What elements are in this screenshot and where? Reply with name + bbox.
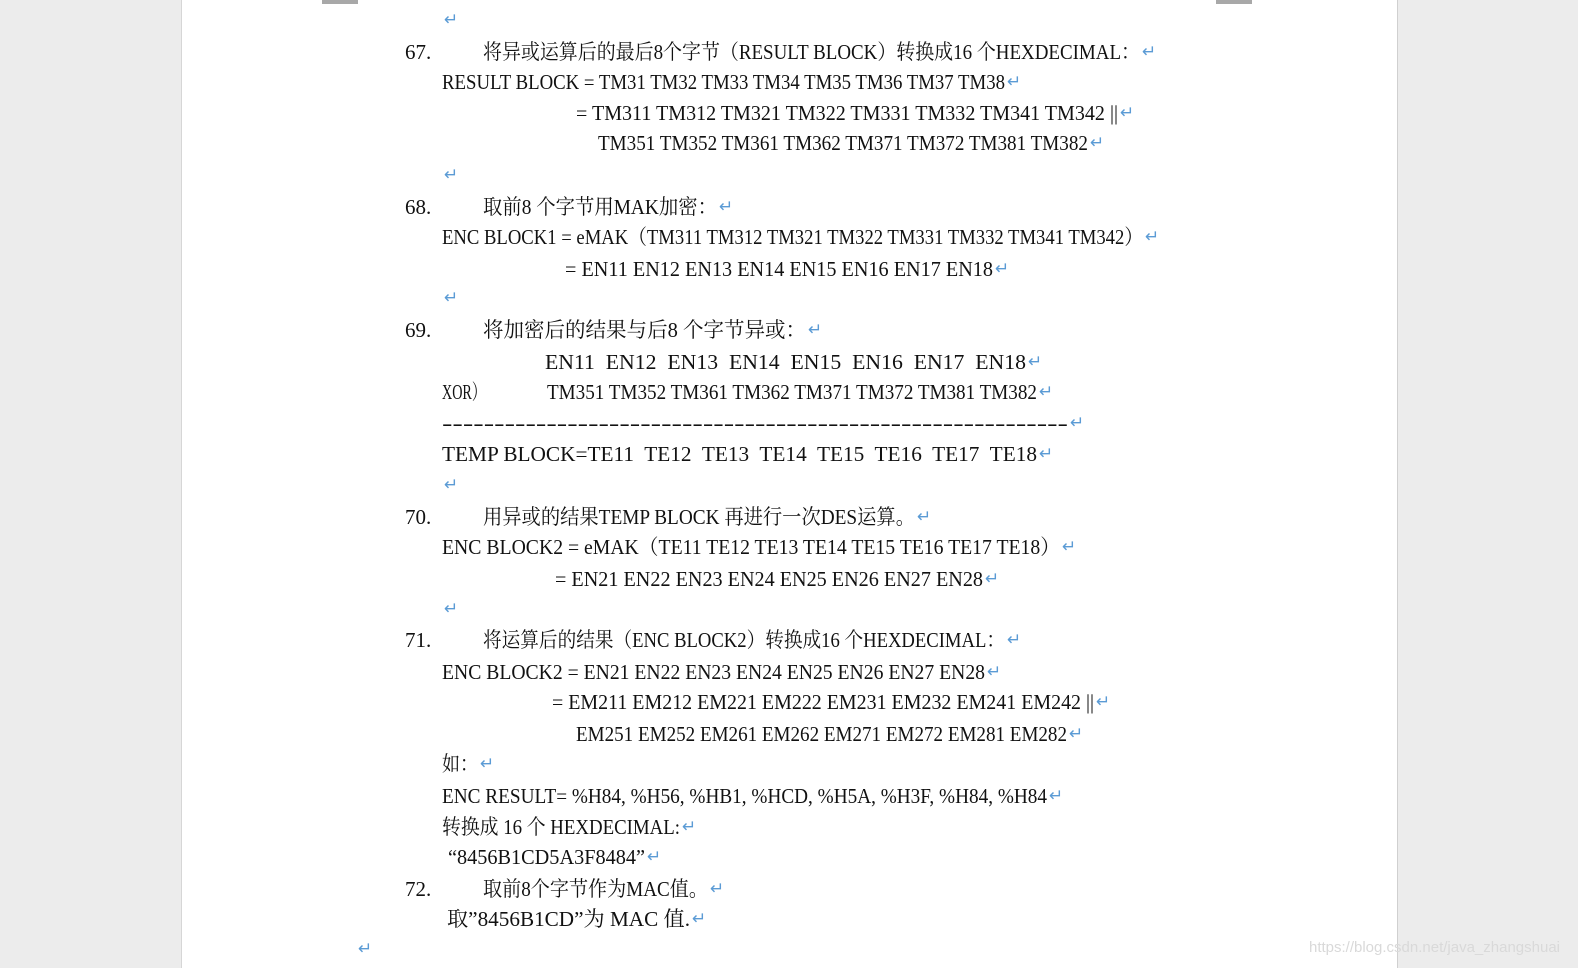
example-label <box>442 751 494 777</box>
return-mark-icon: ↵ <box>1039 382 1054 402</box>
return-mark-icon: ↵ <box>692 909 707 929</box>
list-number: 70. <box>405 505 432 529</box>
line-text-wrapper <box>442 534 1060 560</box>
return-mark-icon: ↵ <box>1007 630 1022 650</box>
return-mark-icon: ↵ <box>710 879 725 899</box>
line-text: ENC BLOCK2 = eMAK（TE11 TE12 TE13 TE14 TE15 TE16 TE17 TE18） <box>442 535 1060 559</box>
line-text: = TM311 TM312 TM321 TM322 TM331 TM332 TM341 TM342 || <box>576 101 1118 125</box>
line-text-wrapper <box>442 659 985 685</box>
return-mark-icon: ↵ <box>1039 444 1054 464</box>
return-mark-icon: ↵ <box>917 507 932 527</box>
hex-convert-line <box>442 814 696 840</box>
enc-block2-line <box>442 534 1076 560</box>
line-text-wrapper <box>442 410 1068 436</box>
return-mark-icon: ↵ <box>1069 724 1084 744</box>
line-text-wrapper <box>442 379 486 405</box>
line-text: 转换成 16 个 HEXDECIMAL: <box>442 815 680 839</box>
return-mark-icon: ↵ <box>1062 537 1077 557</box>
return-mark-icon: ↵ <box>995 259 1010 279</box>
result-block-line <box>576 100 1134 126</box>
enc-block2-line <box>552 689 1110 715</box>
line-text-wrapper <box>442 751 478 777</box>
line-text-wrapper <box>555 566 983 592</box>
line-text-wrapper <box>552 689 1094 715</box>
empty-paragraph <box>442 472 458 498</box>
line-text: 取前8 个字节用MAK加密： <box>483 195 717 219</box>
return-mark-icon: ↵ <box>808 320 823 340</box>
temp-block-line <box>442 441 1053 467</box>
line-text: EM251 EM252 EM261 EM262 EM271 EM272 EM281 EM282 <box>576 722 1067 746</box>
empty-paragraph <box>442 7 458 33</box>
line-text: ENC BLOCK1 = eMAK（TM311 TM312 TM321 TM322 TM331 TM332 TM341 TM342） <box>442 225 1143 249</box>
xor-operand-line <box>547 379 1053 405</box>
line-text-wrapper <box>598 130 1088 156</box>
return-mark-icon: ↵ <box>1070 413 1085 433</box>
step-67-heading <box>483 39 1156 65</box>
enc-block2-line <box>576 721 1083 747</box>
line-text: TEMP BLOCK=TE11 TE12 TE13 TE14 TE15 TE16 TE17 TE18 <box>442 442 1037 466</box>
return-mark-icon: ↵ <box>647 847 662 867</box>
mac-value-line <box>447 906 706 932</box>
return-mark-icon: ↵ <box>1096 692 1111 712</box>
enc-result-line <box>442 783 1063 809</box>
enc-block1-line <box>565 256 1009 282</box>
empty-paragraph <box>356 936 372 962</box>
line-text-wrapper <box>442 783 1047 809</box>
enc-block2-line <box>555 566 999 592</box>
line-text: 取前8个字节作为MAC值。 <box>483 877 708 901</box>
result-block-line <box>598 130 1104 156</box>
line-text: 如： <box>442 752 478 776</box>
return-mark-icon: ↵ <box>985 569 1000 589</box>
line-text: = EN11 EN12 EN13 EN14 EN15 EN16 EN17 EN18 <box>565 257 993 281</box>
list-number: 71. <box>405 628 432 652</box>
line-text-wrapper <box>483 504 915 530</box>
empty-paragraph <box>442 285 458 311</box>
return-mark-icon: ↵ <box>987 662 1002 682</box>
return-mark-icon: ↵ <box>358 939 373 959</box>
line-text: ENC BLOCK2 = EN21 EN22 EN23 EN24 EN25 EN26 EN27 EN28 <box>442 660 985 684</box>
return-mark-icon: ↵ <box>444 288 459 308</box>
step-69-heading <box>483 317 822 343</box>
list-number: 67. <box>405 40 432 64</box>
line-text-wrapper <box>448 844 645 870</box>
line-text: 用异或的结果TEMP BLOCK 再进行一次DES运算。 <box>483 505 915 529</box>
line-text: 将运算后的结果（ENC BLOCK2）转换成16 个HEXDECIMAL： <box>483 628 1005 652</box>
line-text-wrapper <box>565 256 993 282</box>
list-number: 69. <box>405 318 432 342</box>
line-text-wrapper <box>576 721 1067 747</box>
return-mark-icon: ↵ <box>1090 133 1105 153</box>
list-number: 72. <box>405 877 432 901</box>
line-text-wrapper <box>447 906 690 932</box>
line-text: TM351 TM352 TM361 TM362 TM371 TM372 TM381 TM382 <box>598 131 1088 155</box>
line-text-wrapper <box>442 69 1005 95</box>
line-text: 将加密后的结果与后8 个字节异或： <box>483 318 806 342</box>
line-text-wrapper <box>442 224 1143 250</box>
line-text: RESULT BLOCK = TM31 TM32 TM33 TM34 TM35 TM36 TM37 TM38 <box>442 70 1005 94</box>
line-text-wrapper <box>483 194 717 220</box>
return-mark-icon: ↵ <box>719 197 734 217</box>
xor-operand-line <box>545 349 1042 375</box>
hex-string-line <box>448 844 661 870</box>
xor-label <box>442 379 486 405</box>
line-text: XOR） <box>442 380 486 404</box>
line-text-wrapper <box>483 876 708 902</box>
line-text: ------------------------------------------------------------ <box>442 411 1068 435</box>
return-mark-icon: ↵ <box>1049 786 1064 806</box>
enc-block1-line <box>442 224 1159 250</box>
return-mark-icon: ↵ <box>444 165 459 185</box>
return-mark-icon: ↵ <box>1145 227 1160 247</box>
line-text-wrapper <box>545 349 1026 375</box>
line-text-wrapper <box>483 627 1005 653</box>
step-71-heading <box>483 627 1021 653</box>
line-text: = EN21 EN22 EN23 EN24 EN25 EN26 EN27 EN28 <box>555 567 983 591</box>
line-text: “8456B1CD5A3F8484” <box>448 845 645 869</box>
line-text-wrapper <box>576 100 1118 126</box>
line-text-wrapper <box>442 814 680 840</box>
return-mark-icon: ↵ <box>444 475 459 495</box>
line-text-wrapper <box>483 39 1140 65</box>
return-mark-icon: ↵ <box>1142 42 1157 62</box>
page-corner-mark-right <box>1216 0 1252 4</box>
line-text-wrapper <box>442 441 1037 467</box>
step-68-heading <box>483 194 733 220</box>
watermark: https://blog.csdn.net/java_zhangshuai <box>1308 939 1560 956</box>
step-70-heading <box>483 504 931 530</box>
line-text: EN11 EN12 EN13 EN14 EN15 EN16 EN17 EN18 <box>545 350 1026 374</box>
line-text: TM351 TM352 TM361 TM362 TM371 TM372 TM381 TM382 <box>547 380 1037 404</box>
line-text: 取”8456B1CD”为 MAC 值. <box>447 907 690 931</box>
page-corner-mark-left <box>322 0 358 4</box>
return-mark-icon: ↵ <box>444 599 459 619</box>
step-72-heading <box>483 876 724 902</box>
enc-block2-line <box>442 659 1001 685</box>
line-text: = EM211 EM212 EM221 EM222 EM231 EM232 EM241 EM242 || <box>552 690 1094 714</box>
return-mark-icon: ↵ <box>1007 72 1022 92</box>
line-text: ENC RESULT= %H84, %H56, %HB1, %HCD, %H5A, %H3F, %H84, %H84 <box>442 784 1047 808</box>
divider-line <box>442 410 1084 436</box>
list-number: 68. <box>405 195 432 219</box>
return-mark-icon: ↵ <box>480 754 495 774</box>
return-mark-icon: ↵ <box>1028 352 1043 372</box>
result-block-line <box>442 69 1021 95</box>
return-mark-icon: ↵ <box>682 817 697 837</box>
line-text-wrapper <box>547 379 1037 405</box>
return-mark-icon: ↵ <box>444 10 459 30</box>
empty-paragraph <box>442 162 458 188</box>
line-text-wrapper <box>483 317 806 343</box>
line-text: 将异或运算后的最后8个字节（RESULT BLOCK）转换成16 个HEXDECIMAL： <box>483 40 1140 64</box>
empty-paragraph <box>442 596 458 622</box>
return-mark-icon: ↵ <box>1120 103 1135 123</box>
